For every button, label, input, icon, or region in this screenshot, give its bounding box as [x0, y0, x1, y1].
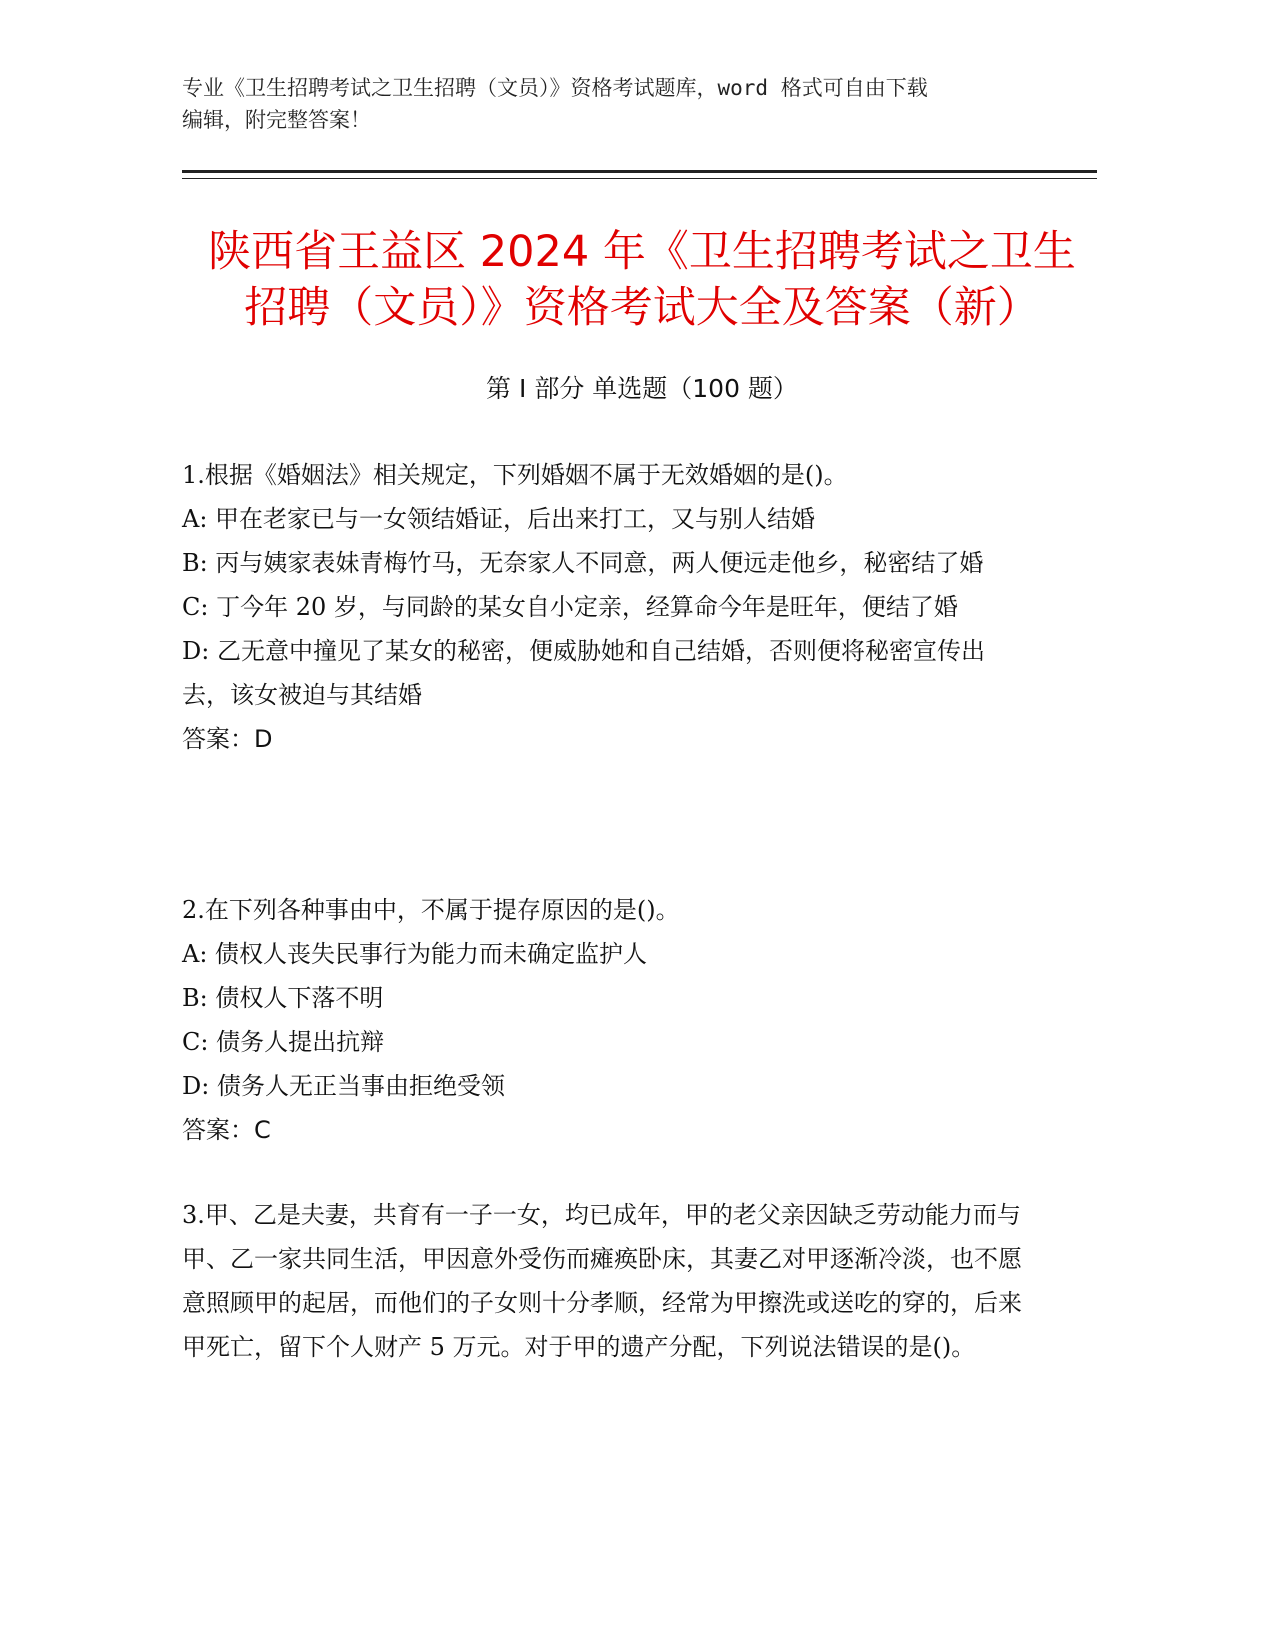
option-c: C: 债务人提出抗辩	[182, 1028, 385, 1056]
question-stem: 2.在下列各种事由中，不属于提存原因的是()。	[182, 896, 680, 924]
question-2	[182, 888, 1032, 1152]
option-b: B: 债权人下落不明	[182, 984, 384, 1012]
header-note	[182, 72, 1072, 136]
option-a: A: 甲在老家已与一女领结婚证，后出来打工，又与别人结婚	[182, 505, 816, 533]
document-title-line2: 招聘（文员）》资格考试大全及答案（新）	[244, 283, 1040, 333]
header-divider-thick	[182, 170, 1097, 173]
option-d: D: 乙无意中撞见了某女的秘密，便威胁她和自己结婚，否则便将秘密宣传出去，该女被迫与其结婚	[182, 637, 985, 709]
question-1	[182, 453, 1032, 761]
option-d: D: 债务人无正当事由拒绝受领	[182, 1072, 505, 1100]
option-b: B: 丙与姨家表妹青梅竹马，无奈家人不同意，两人便远走他乡，秘密结了婚	[182, 549, 984, 577]
option-c: C: 丁今年 20 岁，与同龄的某女自小定亲，经算命今年是旺年，便结了婚	[182, 593, 958, 621]
question-3	[182, 1193, 1032, 1369]
answer: 答案：D	[182, 725, 273, 753]
question-stem: 3.甲、乙是夫妻，共育有一子一女，均已成年，甲的老父亲因缺乏劳动能力而与甲、乙一家共同生活，甲因意外受伤而瘫痪卧床，其妻乙对甲逐渐冷淡，也不愿意照顾甲的起居，而他们的子女则十分孝顺，经常为甲擦洗或送吃的穿的，后来甲死亡，留下个人财产 5 万元。对于甲的遗产分配，下列说法错误的是()。	[182, 1201, 1022, 1361]
header-note-line2: 编辑，附完整答案！	[182, 108, 371, 132]
option-a: A: 债权人丧失民事行为能力而未确定监护人	[182, 940, 648, 968]
section-heading: 第 I 部分 单选题（100 题）	[486, 374, 798, 403]
header-note-line1: 专业《卫生招聘考试之卫生招聘（文员）》资格考试题库，word 格式可自由下载	[182, 76, 928, 100]
document-title	[182, 224, 1102, 336]
document-title-line1: 陕西省王益区 2024 年《卫生招聘考试之卫生	[208, 227, 1076, 277]
header-divider-thin	[182, 178, 1097, 179]
question-stem: 1.根据《婚姻法》相关规定，下列婚姻不属于无效婚姻的是()。	[182, 461, 848, 489]
answer: 答案：C	[182, 1116, 271, 1144]
